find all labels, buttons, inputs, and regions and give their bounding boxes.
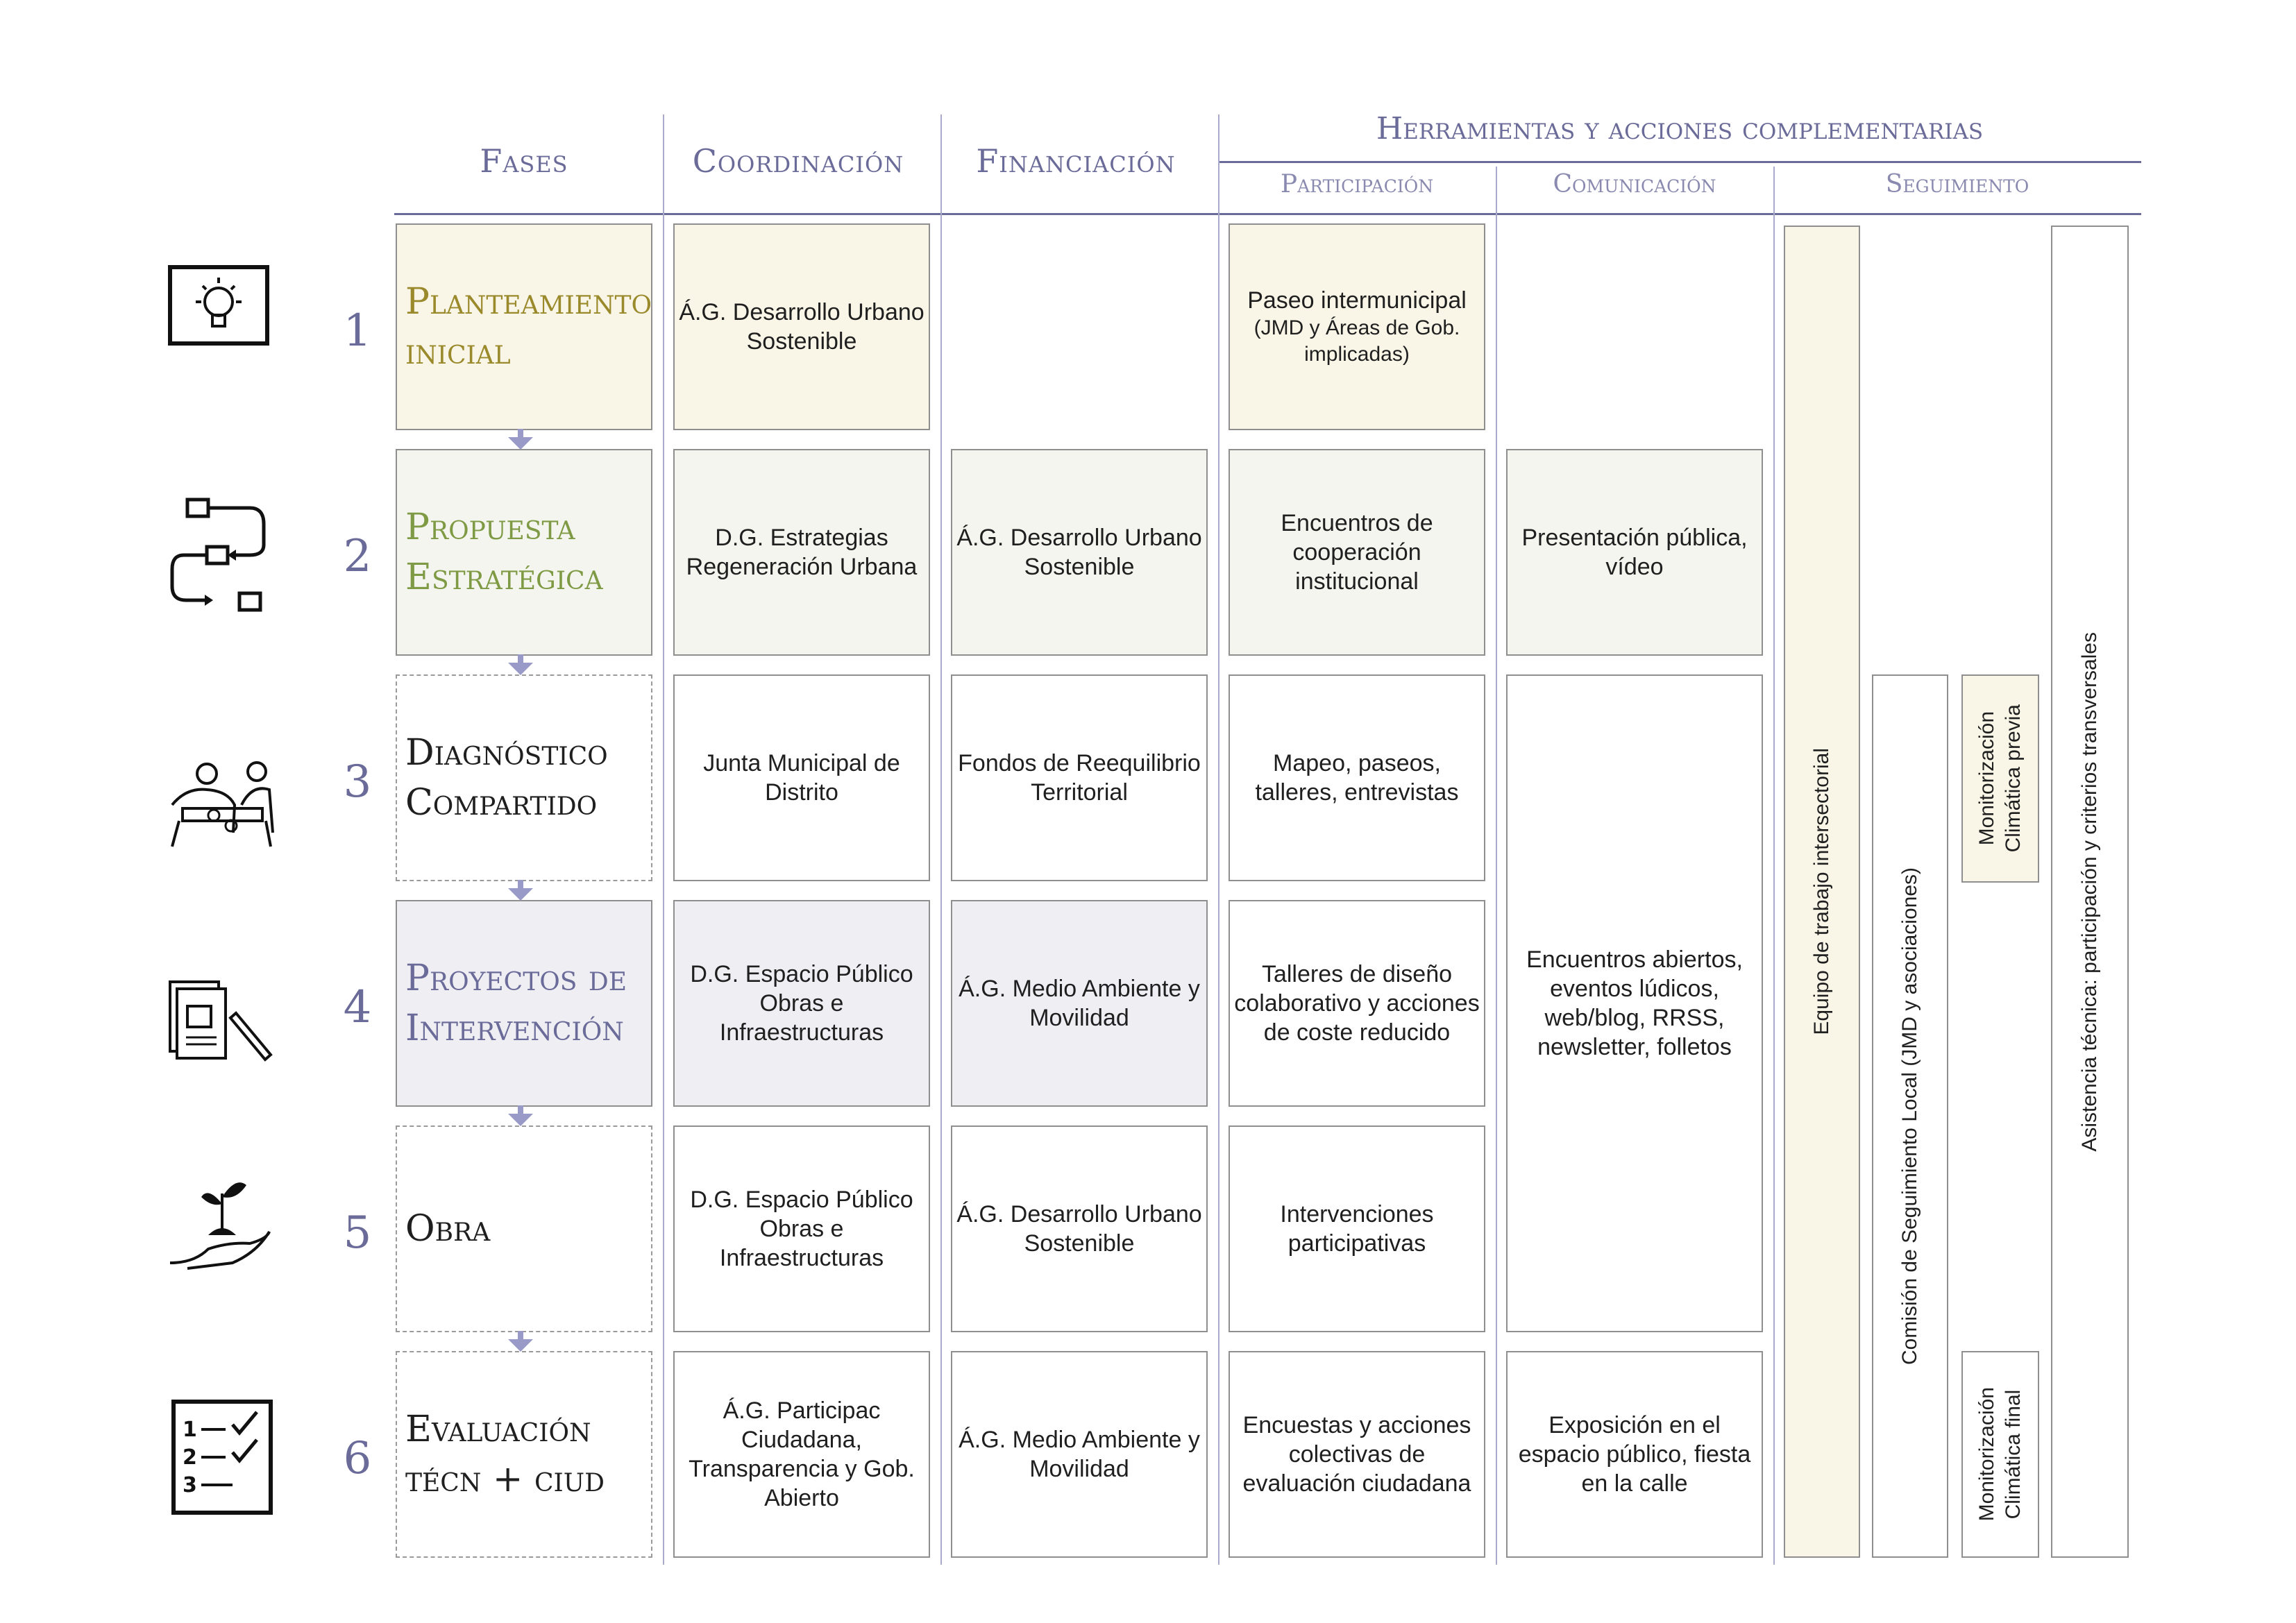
phase-label-2: Propuesta Estratégica (405, 507, 603, 598)
phase-cell-2 (396, 449, 652, 656)
phase-cell-3 (396, 674, 652, 881)
header-bottom-rule (394, 213, 2141, 215)
seguimiento-monitorizacion-previa (1961, 674, 2039, 883)
phase-arrow-3 (508, 880, 533, 901)
participacion-cell-2: Encuentros de cooperación institucional (1229, 449, 1485, 656)
comunicacion-cell-3-5: Encuentros abiertos, eventos lúdicos, web/blog, RRSS, newsletter, folletos (1506, 674, 1763, 1332)
participacion-cell-1 (1229, 223, 1485, 430)
phase-cell-6 (396, 1351, 652, 1558)
coordinacion-cell-5: D.G. Espacio Público Obras e Infraestructuras (673, 1125, 930, 1332)
phase-number-4: 4 (343, 982, 372, 1033)
phase-arrow-4 (508, 1105, 533, 1126)
hand-sprout-icon (167, 1166, 278, 1277)
monitorizacion-final-label: Monitorización Climática final (1975, 1387, 2025, 1522)
lightbulb-frame-icon (167, 264, 271, 347)
header-comunicacion: Comunicación (1553, 170, 1716, 198)
coordinacion-cell-3: Junta Municipal de Distrito (673, 674, 930, 881)
phase-label-5: Obra (405, 1208, 491, 1250)
header-fases: Fases (480, 142, 568, 180)
seguimiento-comision (1872, 674, 1948, 1558)
header-herramientas: Herramientas y acciones complementarias (1376, 111, 1984, 146)
documents-pencil-icon (167, 975, 278, 1065)
participacion-1-sub: (JMD y Áreas de Gob. implicadas) (1253, 316, 1460, 366)
phase-label-6: Evaluación técn + ciud (405, 1409, 605, 1500)
financiacion-cell-2: Á.G. Desarrollo Urbano Sostenible (951, 449, 1208, 656)
coordinacion-cell-4: D.G. Espacio Público Obras e Infraestructuras (673, 900, 930, 1107)
participacion-cell-6: Encuestas y acciones colectivas de evaluación ciudadana (1229, 1351, 1485, 1558)
financiacion-cell-3: Fondos de Reequilibrio Territorial (951, 674, 1208, 881)
phase-number-6: 6 (343, 1433, 372, 1484)
header-financiacion: Financiación (976, 142, 1176, 180)
col-sep-1 (663, 114, 664, 1565)
participacion-cell-4: Talleres de diseño colaborativo y acciones de coste reducido (1229, 900, 1485, 1107)
monitorizacion-previa-label: Monitorización Climática previa (1975, 704, 2025, 853)
seguimiento-asistencia (2051, 226, 2129, 1558)
phase-cell-1 (396, 223, 652, 430)
comunicacion-cell-2: Presentación pública, vídeo (1506, 449, 1763, 656)
coordinacion-cell-6: Á.G. Participac Ciudadana, Transparencia y Gob. Abierto (673, 1351, 930, 1558)
flowchart-icon (167, 496, 271, 621)
seguimiento-equipo-label: Equipo de trabajo intersectorial (1810, 748, 1833, 1035)
financiacion-cell-5: Á.G. Desarrollo Urbano Sostenible (951, 1125, 1208, 1332)
phase-number-2: 2 (343, 531, 372, 582)
col-sep-4 (1496, 167, 1497, 1565)
header-seguimiento: Seguimiento (1885, 170, 2029, 198)
financiacion-cell-4: Á.G. Medio Ambiente y Movilidad (951, 900, 1208, 1107)
phase-arrow-2 (508, 654, 533, 675)
checklist-icon (170, 1398, 274, 1516)
financiacion-cell-6: Á.G. Medio Ambiente y Movilidad (951, 1351, 1208, 1558)
col-sep-5 (1773, 167, 1775, 1565)
header-coordinacion: Coordinación (692, 142, 904, 180)
participacion-cell-5: Intervenciones participativas (1229, 1125, 1485, 1332)
svg-text:2: 2 (183, 1445, 197, 1470)
header-participacion: Participación (1280, 170, 1434, 198)
comunicacion-cell-6: Exposición en el espacio público, fiesta en la calle (1506, 1351, 1763, 1558)
participacion-1-main: Paseo intermunicipal (1247, 287, 1467, 314)
coordinacion-cell-1: Á.G. Desarrollo Urbano Sostenible (673, 223, 930, 430)
svg-text:1: 1 (183, 1418, 197, 1442)
phase-label-3: Diagnóstico Compartido (405, 732, 608, 824)
phase-label-4: Proyectos de Intervención (405, 958, 627, 1049)
phase-number-1: 1 (343, 305, 372, 357)
phase-label-1: Planteamiento inicial (405, 281, 652, 373)
seguimiento-asistencia-label: Asistencia técnica: participación y criterios transversales (2078, 631, 2101, 1152)
phase-arrow-1 (508, 429, 533, 450)
coordinacion-cell-2: D.G. Estrategias Regeneración Urbana (673, 449, 930, 656)
svg-text:3: 3 (183, 1473, 197, 1497)
phase-number-5: 5 (343, 1207, 372, 1259)
col-sep-3 (1218, 114, 1219, 1565)
seguimiento-monitorizacion-final (1961, 1351, 2039, 1558)
phase-arrow-5 (508, 1331, 533, 1352)
people-meeting-icon (165, 756, 276, 853)
participacion-cell-3: Mapeo, paseos, talleres, entrevistas (1229, 674, 1485, 881)
col-sep-2 (940, 114, 942, 1565)
phase-number-3: 3 (343, 756, 372, 808)
seguimiento-comision-label: Comisión de Seguimiento Local (JMD y asociaciones) (1898, 867, 1921, 1365)
phase-cell-5 (396, 1125, 652, 1332)
header-underline-herramientas (1218, 161, 2141, 163)
phase-cell-4 (396, 900, 652, 1107)
seguimiento-equipo (1784, 226, 1860, 1558)
